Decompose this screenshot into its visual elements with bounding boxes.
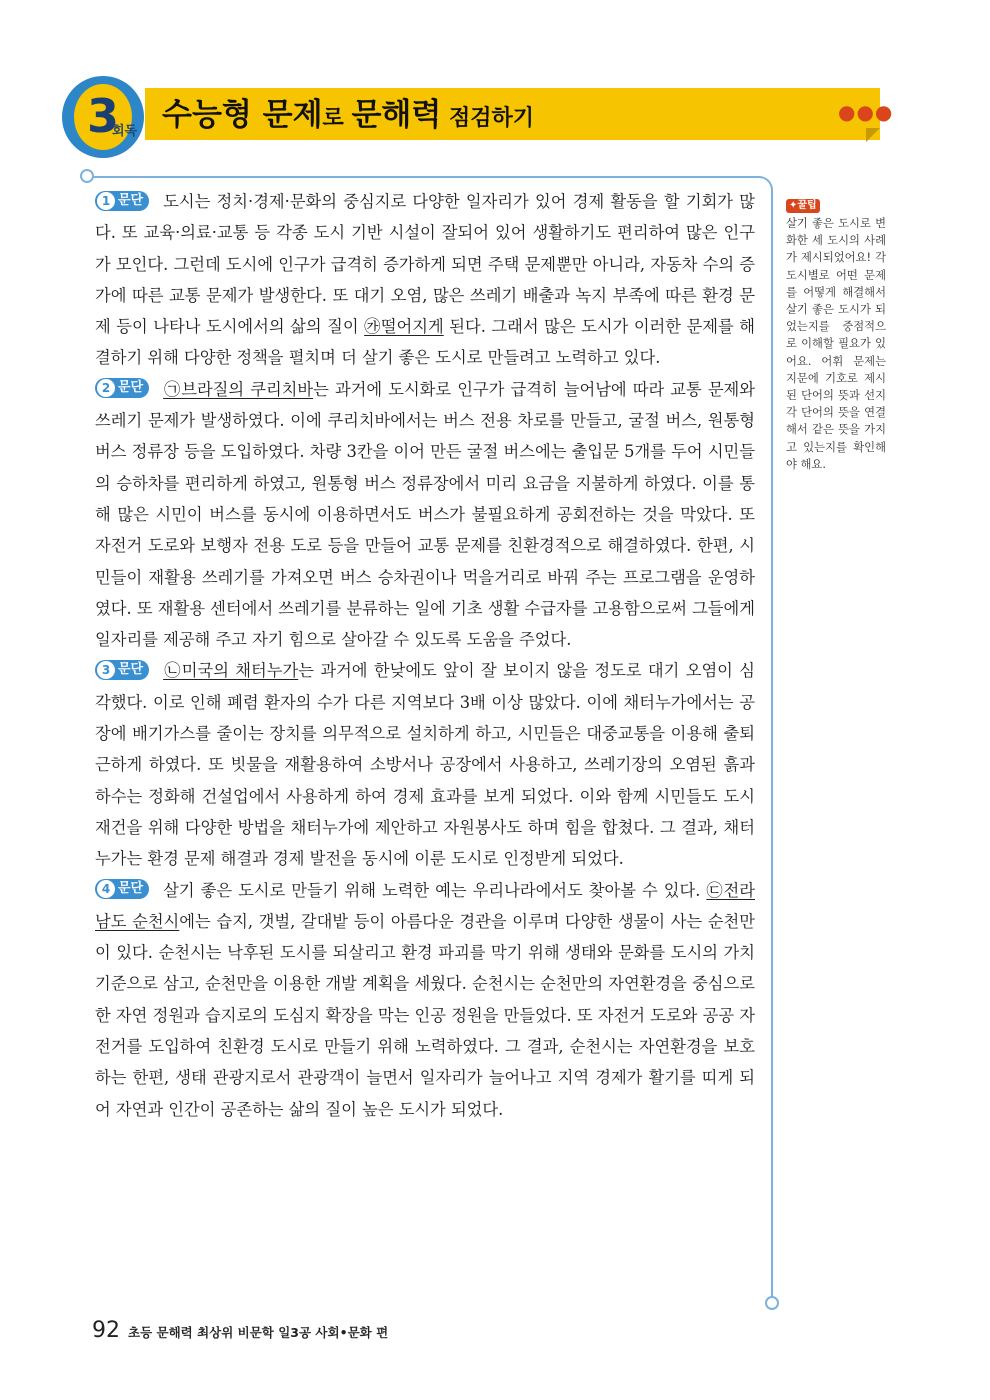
- paragraph-tag-label: 문단: [118, 380, 144, 396]
- paragraph-number-4: 4: [97, 880, 115, 898]
- title-bar-fold: [866, 128, 880, 142]
- paragraph-tag-2: [95, 378, 149, 398]
- paragraph-text: 는 과거에 한낮에도 앞이 잘 보이지 않을 정도로 대기 오염이 심각했다. 이로 인해 폐렴 환자의 수가 다른 지역보다 3배 이상 많았다. 이에 채터누가에서는 공장에 배기가스를 줄이는 장치를 의무적으로 설치하게 하고, 시민들은 대중교통을 이용해 출퇴근하게 하였다. 또 빗물을 재활용하여 소방서나 공장에서 사용하고, 쓰레기장의 오염된 흙과 하수는 정화해 건설업에서 사용하게 하여 경제 효과를 보게 되었다. 이와 함께 시민들도 도시 재건을 위해 다양한 방법을 채터누가에 제안하고 자원봉사도 하며 힘을 합쳤다. 그 결과, 채터누가는 환경 문제 해결과 경제 발전을 동시에 이룬 도시로 인정받게 되었다.: [95, 661, 755, 869]
- page-footer: [92, 1318, 388, 1343]
- title-part-2: 로: [322, 106, 352, 131]
- paragraph-tag-4: [95, 879, 149, 899]
- paragraph-tag-3: [95, 660, 149, 680]
- underlined-term: ㉡미국의 채터누가: [163, 661, 299, 681]
- paragraph-3: [95, 655, 755, 874]
- paragraph-number-3: 3: [97, 661, 115, 679]
- underlined-term: ㉢전라남도 순천시: [95, 880, 755, 931]
- paragraph-text: 도시는 정치·경제·문화의 중심지로 다양한 일자리가 있어 경제 활동을 할 기회가 많다. 또 교육·의료·교통 등 각종 도시 기반 시설이 잘되어 있어 생활하기도 편리하여 많은 인구가 모인다. 그런데 도시에 인구가 급격히 증가하게 되면 주택 문제뿐만 아니라, 자동차 수의 증가에 따른 교통 문제가 발생한다. 또 대기 오염, 많은 쓰레기 배출과 녹지 부족에 따른 환경 문제 등이 나타나 도시에서의 삶의 질이: [95, 192, 755, 337]
- underlined-term: ㉠브라질의 쿠리치바: [163, 379, 314, 399]
- paragraph-tag-label: 문단: [118, 661, 144, 677]
- paragraph-text: 는 과거에 도시화로 인구가 급격히 늘어남에 따라 교통 문제와 쓰레기 문제가 발생하였다. 이에 쿠리치바에서는 버스 전용 차로를 만들고, 굴절 버스, 원통형 버스 정류장 등을 도입하였다. 차량 3칸을 이어 만든 굴절 버스에는 출입문 5개를 두어 시민들의 승하차를 편리하게 하였고, 원통형 버스 정류장에서 미리 요금을 지불하게 하였다. 이를 통해 많은 시민이 버스를 동시에 이용하면서도 버스가 불필요하게 공회전하는 것을 막았다. 또 자전거 도로와 보행자 전용 도로 등을 만들어 교통 문제를 친환경적으로 해결하였다. 한편, 시민들이 재활용 쓰레기를 가져오면 버스 승차권이나 먹을거리로 바꿔 주는 프로그램을 운영하였다. 또 재활용 센터에서 쓰레기를 분류하는 일에 기초 생활 수급자를 고용함으로써 그들에게 일자리를 제공해 주고 자기 힘으로 살아갈 수 있도록 도움을 주었다.: [95, 379, 755, 650]
- reading-passage: [95, 186, 755, 1125]
- paragraph-1: [95, 186, 755, 374]
- tip-text: 살기 좋은 도시로 변화한 세 도시의 사례가 제시되었어요! 각 도시별로 어떤 문제를 어떻게 해결해서 살기 좋은 도시가 되었는지를 중점적으로 이해할 필요가 있어요. 어휘 문제는 지문에 기호로 제시된 단어의 뜻과 선지 각 단어의 뜻을 연결해서 같은 뜻을 가지고 있는지를 확인해야 해요.: [786, 217, 886, 471]
- tip-sidebar: [786, 196, 886, 473]
- paragraph-text: 에는 습지, 갯벌, 갈대밭 등이 아름다운 경관을 이루며 다양한 생물이 사는 순천만이 있다. 순천시는 낙후된 도시를 되살리고 환경 파괴를 막기 위해 생태와 문화를 도시의 가치 기준으로 삼고, 순천만을 이용한 개발 계획을 세웠다. 순천시는 순천만의 자연환경을 중심으로 한 자연 정원과 습지로의 도심지 확장을 막는 인공 정원을 만들었다. 또 자전거 도로와 공공 자전거를 도입하여 친환경 도시로 만들기 위해 노력하였다. 그 결과, 순천시는 자연환경을 보호하는 한편, 생태 관광지로서 관광객이 늘면서 일자리가 늘어나고 지역 경제가 활기를 띠게 되어 자연과 인간이 공존하는 삶의 질이 높은 도시가 되었다.: [95, 911, 755, 1119]
- paragraph-tag-label: 문단: [118, 192, 144, 208]
- page-title: [162, 92, 534, 138]
- paragraph-number-2: 2: [97, 379, 115, 397]
- frame-dot-top: [80, 169, 94, 183]
- decorative-dots-icon: ●●●: [838, 100, 894, 124]
- book-title: 초등 문해력 최상위 비문학 일3공 사회•문화 편: [128, 1325, 389, 1340]
- round-number: 3: [86, 89, 119, 143]
- title-part-1: 수능형 문제: [162, 97, 323, 133]
- underlined-term: ㉮떨어지게: [364, 317, 444, 337]
- paragraph-text: 살기 좋은 도시로 만들기 위해 노력한 예는 우리나라에서도 찾아볼 수 있다.: [163, 880, 707, 900]
- paragraph-tag-label: 문단: [118, 881, 144, 897]
- title-part-3: 문해력: [351, 97, 442, 133]
- tip-tag: ✦꿀팁: [786, 199, 820, 213]
- page-number: 92: [92, 1318, 120, 1343]
- frame-dot-bottom: [765, 1296, 779, 1310]
- paragraph-2: [95, 374, 755, 656]
- paragraph-tag-1: [95, 191, 149, 211]
- page-header: [0, 0, 990, 175]
- paragraph-text: 된다. 그래서 많은 도시가 이러한 문제를 해결하기 위해 다양한 정책을 펼치며 더 살기 좋은 도시로 만들려고 노력하고 있다.: [95, 317, 755, 368]
- title-part-4: 점검하기: [441, 106, 534, 131]
- paragraph-number-1: 1: [97, 192, 115, 210]
- round-label: 회독: [112, 124, 138, 139]
- paragraph-4: [95, 875, 755, 1125]
